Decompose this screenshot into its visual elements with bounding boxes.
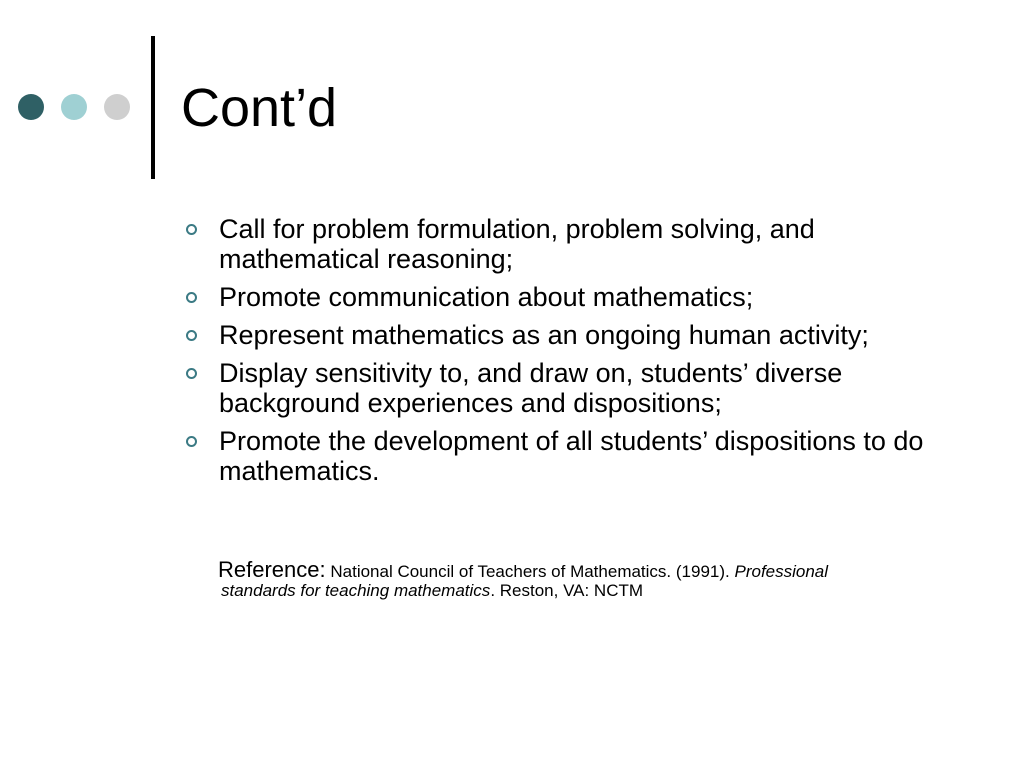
bullet-item: [182, 320, 962, 350]
bullet-item: [182, 214, 962, 274]
dot-light-icon: [61, 94, 87, 120]
bullet-ring-icon: [186, 292, 197, 303]
bullet-text: Call for problem formulation, problem solving, and mathematical reasoning;: [219, 214, 815, 274]
bullet-item: [182, 358, 962, 418]
reference-title-part2: standards for teaching mathematics: [221, 581, 491, 600]
bullet-ring-icon: [186, 224, 197, 235]
slide-title: Cont’d: [181, 78, 338, 138]
reference-title-part1: Professional: [734, 562, 829, 581]
bullet-item: [182, 282, 962, 312]
dot-dark-icon: [18, 94, 44, 120]
reference-authors-year: National Council of Teachers of Mathematics. (1991).: [330, 562, 730, 581]
reference-publisher: . Reston, VA: NCTM: [490, 581, 644, 600]
decorative-dots: [0, 0, 150, 200]
dot-gray-icon: [104, 94, 130, 120]
bullet-list: [182, 214, 962, 494]
bullet-ring-icon: [186, 368, 197, 379]
bullet-ring-icon: [186, 436, 197, 447]
title-divider: [151, 36, 155, 179]
reference-citation: [218, 557, 978, 600]
bullet-text: Display sensitivity to, and draw on, students’ diverse background experiences and dispositions;: [219, 358, 843, 418]
reference-line-2: [218, 581, 978, 600]
bullet-text: Promote communication about mathematics;: [219, 282, 754, 312]
bullet-ring-icon: [186, 330, 197, 341]
bullet-item: [182, 426, 962, 486]
bullet-text: Promote the development of all students’ dispositions to do mathematics.: [219, 426, 924, 486]
reference-label: Reference:: [218, 557, 326, 582]
bullet-text: Represent mathematics as an ongoing human activity;: [219, 320, 869, 350]
